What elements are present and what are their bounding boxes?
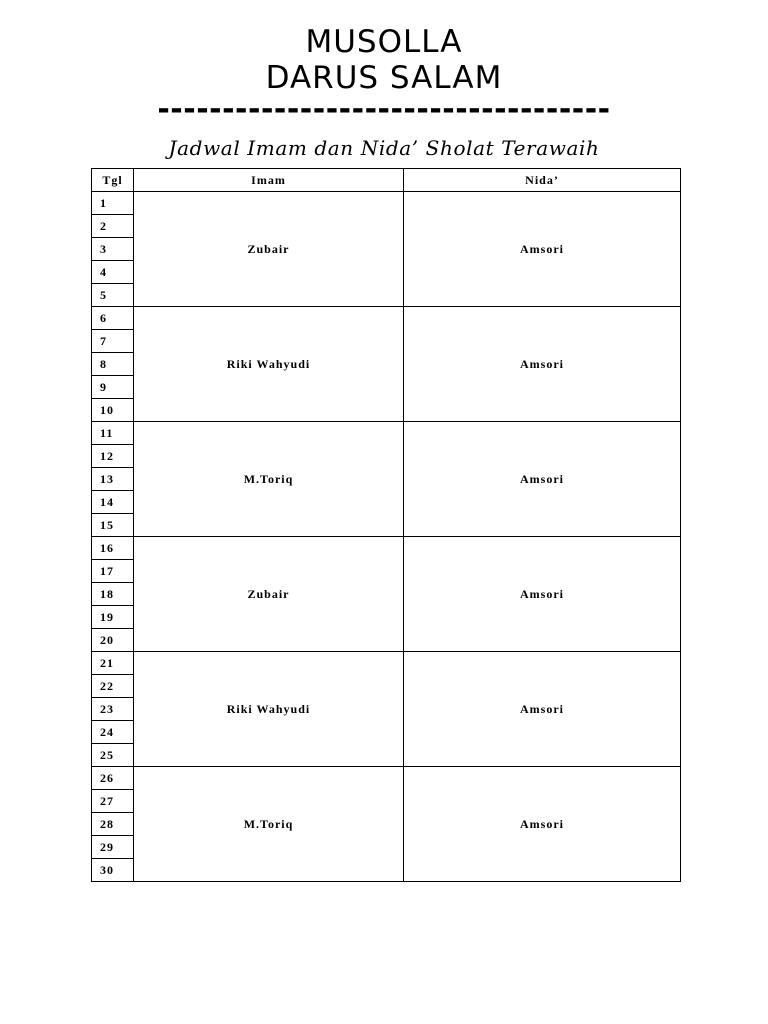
schedule-table bbox=[91, 168, 681, 882]
nida-cell: Amsori bbox=[404, 422, 681, 537]
date-cell: 10 bbox=[92, 399, 134, 422]
date-cell: 22 bbox=[92, 675, 134, 698]
table-row bbox=[92, 422, 681, 445]
date-cell: 13 bbox=[92, 468, 134, 491]
nida-cell: Amsori bbox=[404, 192, 681, 307]
date-cell: 29 bbox=[92, 836, 134, 859]
imam-cell: M.Toriq bbox=[134, 767, 404, 882]
table-header-row bbox=[92, 169, 681, 192]
schedule-body bbox=[92, 192, 681, 882]
imam-cell: Riki Wahyudi bbox=[134, 652, 404, 767]
page-subtitle-name: DARUS SALAM bbox=[265, 60, 503, 96]
date-cell: 16 bbox=[92, 537, 134, 560]
nida-cell: Amsori bbox=[404, 767, 681, 882]
nida-cell: Amsori bbox=[404, 652, 681, 767]
imam-cell: Zubair bbox=[134, 537, 404, 652]
schedule-heading: Jadwal Imam dan Nida’ Sholat Terawaih bbox=[168, 136, 600, 160]
date-cell: 2 bbox=[92, 215, 134, 238]
table-row bbox=[92, 537, 681, 560]
page-title: MUSOLLA bbox=[305, 24, 463, 60]
imam-cell: Zubair bbox=[134, 192, 404, 307]
date-cell: 19 bbox=[92, 606, 134, 629]
table-row bbox=[92, 767, 681, 790]
table-row bbox=[92, 192, 681, 215]
date-cell: 15 bbox=[92, 514, 134, 537]
column-header-date: Tgl bbox=[92, 169, 134, 192]
column-header-nida: Nida’ bbox=[404, 169, 681, 192]
imam-cell: Riki Wahyudi bbox=[134, 307, 404, 422]
imam-cell: M.Toriq bbox=[134, 422, 404, 537]
date-cell: 18 bbox=[92, 583, 134, 606]
column-header-imam: Imam bbox=[134, 169, 404, 192]
date-cell: 3 bbox=[92, 238, 134, 261]
date-cell: 26 bbox=[92, 767, 134, 790]
dashed-divider: ----------------------------------- bbox=[157, 92, 611, 127]
nida-cell: Amsori bbox=[404, 307, 681, 422]
date-cell: 12 bbox=[92, 445, 134, 468]
date-cell: 21 bbox=[92, 652, 134, 675]
date-cell: 8 bbox=[92, 353, 134, 376]
date-cell: 27 bbox=[92, 790, 134, 813]
date-cell: 14 bbox=[92, 491, 134, 514]
date-cell: 28 bbox=[92, 813, 134, 836]
nida-cell: Amsori bbox=[404, 537, 681, 652]
date-cell: 11 bbox=[92, 422, 134, 445]
date-cell: 30 bbox=[92, 859, 134, 882]
date-cell: 17 bbox=[92, 560, 134, 583]
date-cell: 1 bbox=[92, 192, 134, 215]
date-cell: 25 bbox=[92, 744, 134, 767]
date-cell: 7 bbox=[92, 330, 134, 353]
date-cell: 4 bbox=[92, 261, 134, 284]
table-row bbox=[92, 307, 681, 330]
table-row bbox=[92, 652, 681, 675]
date-cell: 9 bbox=[92, 376, 134, 399]
date-cell: 20 bbox=[92, 629, 134, 652]
date-cell: 23 bbox=[92, 698, 134, 721]
date-cell: 24 bbox=[92, 721, 134, 744]
date-cell: 5 bbox=[92, 284, 134, 307]
date-cell: 6 bbox=[92, 307, 134, 330]
